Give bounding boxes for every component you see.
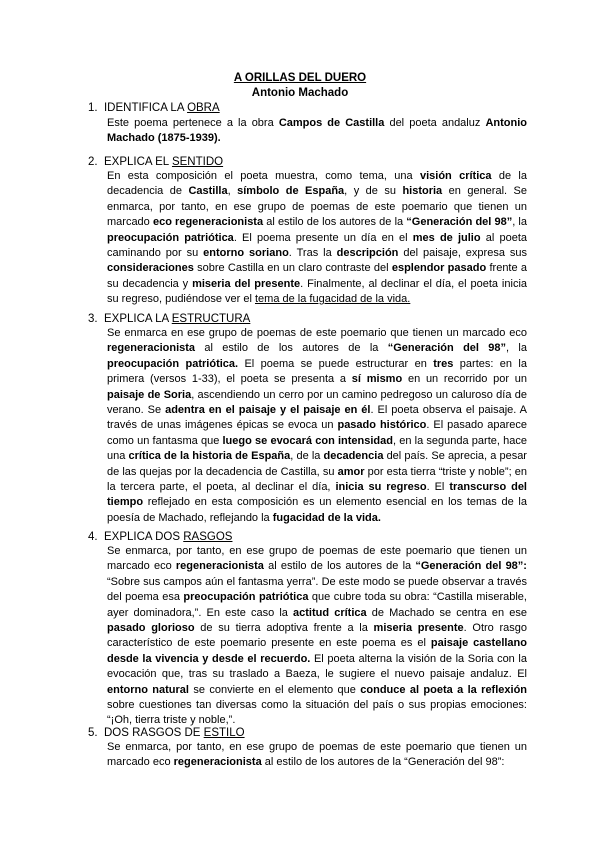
bold-text: entorno soriano [203,247,289,260]
bold-text: sí mismo [351,373,403,386]
body-text: , ascendiendo un cerro por un camino pedregoso un caluroso día de verano. Se [107,388,527,417]
section-heading-keyword: OBRA [187,102,220,114]
body-text: al estilo de los autores de la [195,342,388,355]
body-text: Se enmarca, por tanto, en ese grupo de poemas de este poemario que tienen un marcado eco [107,741,527,769]
body-text: Se enmarca, por tanto, en ese grupo de poemas de este poemario que tienen un marcado eco [107,545,527,573]
section-heading-keyword: SENTIDO [171,156,224,168]
section-heading-keyword: ESTRUCTURA [171,313,251,325]
section-heading-text: EXPLICA LA [103,313,172,325]
section-number: 4. [88,531,98,543]
section-number: 2. [88,156,98,168]
body-text: del poeta andaluz [384,117,486,129]
section-number: 1. [88,102,98,114]
bold-text: amor [337,465,365,478]
bold-text: actitud crítica [293,606,367,619]
body-text: . Finalmente, al declinar el día, el poeta inicia su regreso, pudiéndose ver el [107,277,528,306]
body-text: en general. Se enmarca, por tanto, en ese grupo de poemas de este poemario que tienen un marcado [107,185,527,229]
section-number: 5. [88,727,98,739]
bold-text: pasado glorioso [107,622,195,635]
section-heading-4 [88,530,232,545]
body-text: partes: en la primera (versos 1-33), el poeta se presenta a [107,357,527,386]
body-text: , y de su [344,185,403,198]
bold-text: “Generación del 98” [387,342,507,355]
bold-text: Campos de Castilla [278,117,385,129]
section-heading-keyword: ESTILO [203,727,245,739]
section-number: 3. [88,313,98,325]
bold-text: regeneracionista [173,756,262,769]
bold-text: paisaje castellano desde la vivencia y desde el recuerdo. [107,637,527,665]
body-text: del país. Se aprecia, a pesar de las quejas por la decadencia de Castilla, su [107,450,527,478]
body-text: al estilo de los autores de la [263,560,416,573]
body-text: . El poema presente un día en el [233,231,413,244]
body-text: , de la [290,450,324,463]
bold-text: conduce al poeta a la reflexión [360,683,528,696]
document-title: A ORILLAS DEL DUERO [233,72,367,84]
body-text: de la decadencia de [107,170,527,198]
body-text: sobre Castilla en un claro contraste del [193,262,392,275]
body-text: “Sobre sus campos aún el fantasma yerra”. De este modo se puede observar a través del poema esa [107,575,527,604]
body-text: al poeta caminando por su [107,231,527,260]
bold-text: crítica de la historia de España [128,450,291,463]
document-author: Antonio Machado [251,87,349,99]
bold-text: paisaje de Soria [107,388,192,401]
body-text: se convierte en el elemento que [189,683,361,696]
body-text: , [227,185,238,198]
body-text: , en la segunda parte, hace una [107,434,527,463]
bold-text: mes de julio [412,231,481,244]
bold-text: “Generación del 98” [406,216,513,229]
section-heading-text: EXPLICA DOS [103,531,184,543]
body-text: Se enmarca en ese grupo de poemas de este poemario que tienen un marcado eco [107,327,527,339]
bold-text: entorno natural [107,683,189,696]
body-text: , la [512,216,527,229]
section-body-4 [107,544,527,729]
bold-text: miseria presente [373,622,464,635]
body-text: En esta composición el poeta muestra, como tema, una [107,170,420,182]
bold-text: Castilla [188,185,228,198]
bold-text: “Generación del 98”: [415,560,527,573]
section-heading-1 [88,101,220,116]
body-text: Este poema pertenece a la obra [107,117,279,129]
bold-text: eco regeneracionista [152,216,264,229]
bold-text: visión crítica [419,170,492,182]
bold-text: luego se evocará con intensidad [222,434,393,447]
section-heading-text: EXPLICA EL [103,156,172,168]
bold-text: regeneracionista [175,560,264,573]
body-text: en un recorrido por un [402,373,527,386]
section-heading-5 [88,726,245,741]
section-body-1 [107,116,527,147]
body-text: . El [426,481,450,494]
bold-text: regeneracionista [107,342,196,355]
bold-text: tres [433,357,454,370]
body-text: que cubre toda su obra: “Castilla miserable, ayer dominadora,”. En este caso la [107,591,527,619]
body-text: El poema se puede estructurar en [238,357,434,370]
body-text: . Otro rasgo característico de este poemario presente en este poema es el [107,622,528,650]
section-heading-2 [88,155,223,170]
body-text: sobre cuestiones tan diversas como la situación del país o sus propias emociones: “¡Oh, tierra triste y noble,”. [107,699,527,727]
body-text: de Machado se centra en ese [366,606,527,619]
section-heading-3 [88,312,250,327]
section-body-5 [107,740,527,771]
bold-text: miseria del presente [192,277,301,290]
underlined-text: tema de la fugacidad de la vida. [254,293,411,306]
bold-text: consideraciones [107,262,194,275]
body-text: frente a su decadencia y [107,262,527,290]
body-text: El poeta alterna la visión de la Soria con la evocación que, tras su traslado a Baeza, le sugiere el nuevo paisaje andaluz. El [107,652,527,681]
section-heading-text: DOS RASGOS DE [103,727,204,739]
bold-text: preocupación patriótica. [107,357,239,370]
section-heading-text: IDENTIFICA LA [103,102,188,114]
bold-text: Antonio Machado (1875-1939). [107,117,527,145]
body-text: del paisaje, expresa sus [398,247,528,260]
bold-text: esplendor pasado [391,262,487,275]
body-text: . Tras la [288,247,337,260]
bold-text: decadencia [323,450,384,463]
bold-text: pasado histórico [337,419,427,432]
bold-text: fugacidad de la vida. [272,511,381,524]
body-text: . El pasado aparece como un fantasma que [107,419,527,447]
body-text: al estilo de los autores de la [263,216,407,229]
bold-text: símbolo de España [237,185,345,198]
body-text: , la [506,342,527,355]
section-body-2 [107,169,527,308]
section-body-3 [107,326,527,526]
body-text: al estilo de los autores de la “Generación del 98”: [261,756,505,769]
body-text: reflejado en esta composición es un elemento esencial en los temas de la poesía de Machado, reflejando la [107,496,527,524]
section-heading-keyword: RASGOS [183,531,233,543]
bold-text: preocupación patriótica [183,591,309,604]
bold-text: inicia su regreso [335,481,427,494]
bold-text: adentra en el paisaje y el paisaje en él [165,404,371,417]
body-text: de su tierra adoptiva frente a la [194,622,374,635]
body-text: por esta tierra “triste y noble”; en la tercera parte, el poeta, al declinar el día, [107,465,528,494]
bold-text: descripción [336,247,399,260]
bold-text: preocupación patriótica [107,231,234,244]
body-text: . El poeta observa el paisaje. A través de unas imágenes épicas se evoca un [107,404,528,432]
bold-text: historia [402,185,443,198]
bold-text: transcurso del tiempo [107,481,527,509]
